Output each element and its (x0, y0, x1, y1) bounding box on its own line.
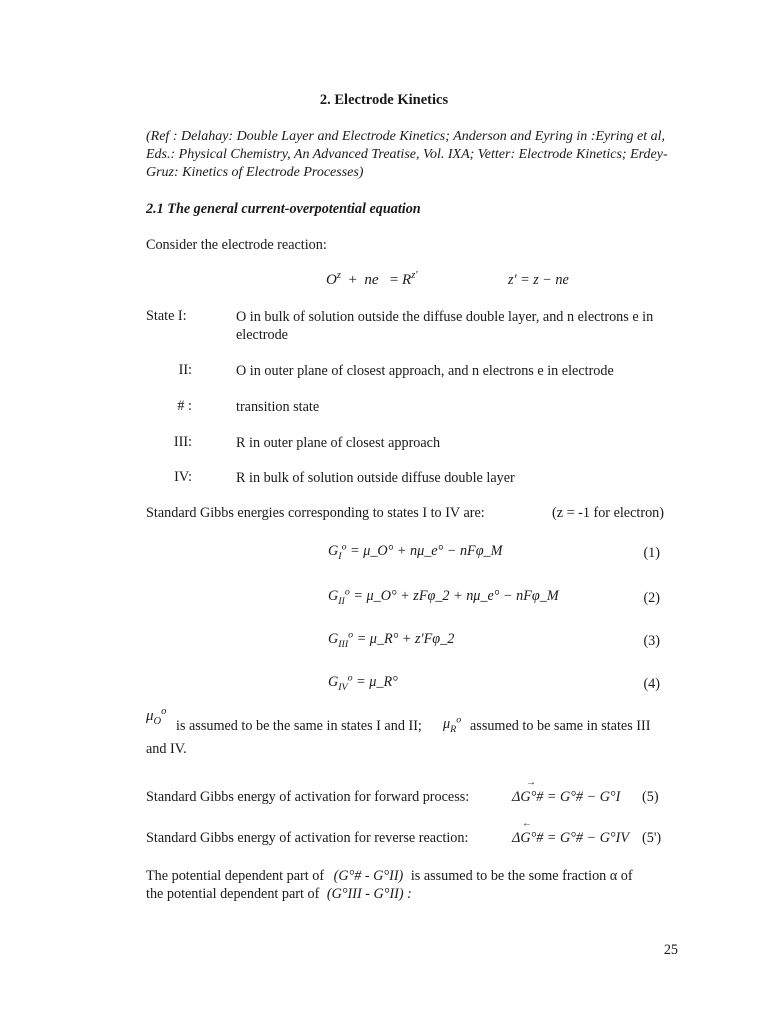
equation-3: $G_{III}^o$ = μ_R° + z'Fφ_2 (328, 629, 455, 650)
state-label-4: III: (173, 434, 192, 450)
right-arrow-icon: → (526, 777, 536, 788)
assumption-line-2: and IV. (146, 741, 187, 757)
reaction-red: $R^{z'}$ (402, 270, 418, 288)
state-label-3: # : (177, 398, 192, 414)
left-arrow-icon: ← (522, 818, 532, 829)
mu-o-symbol: $\mu_O^o$ (146, 706, 167, 727)
state-text-2: O in outer plane of closest approach, and n electrons e in electrode (236, 363, 614, 379)
equation-number-2: (2) (643, 590, 660, 606)
state-text-4: R in outer plane of closest approach (236, 435, 441, 451)
equation-1: $G_I^o$ = μ_O° + nμ_e° − nFφ_M (328, 541, 503, 562)
assumption-line-1: is assumed to be the same in states I and II; (176, 718, 422, 734)
reverse-label: Standard Gibbs energy of activation for reverse reaction: (146, 830, 469, 846)
gibbs-intro: Standard Gibbs energies corresponding to states I to IV are: (146, 505, 485, 521)
equation-4: $G_{IV}^o$ = μ_R° (328, 672, 398, 693)
forward-label: Standard Gibbs energy of activation for forward process: (146, 789, 470, 805)
reverse-arrow-term: ← ΔG°# = G°# − G°IV (512, 818, 629, 846)
equation-number-3: (3) (643, 633, 660, 649)
equation-2: $G_{II}^o$ = μ_O° + zFφ_2 + nμ_e° − nFφ_M (328, 586, 559, 607)
reaction-eq: = (389, 272, 399, 288)
equation-number-1: (1) (643, 545, 660, 561)
reference-note: (Ref : Delahay: Double Layer and Electrode Kinetics; Anderson and Eyring in :Eyring et al, Eds.: Physical Chemistry, An Advanced Treatise, Vol. IXA; Vetter: Electrode Kinetics; Erdey-Gruz: Kinetics of Electrode Processes) (146, 129, 668, 180)
reaction-equation (326, 272, 418, 289)
closing-line-2: the potential dependent part of (G°III - G°II) : (146, 886, 412, 902)
assumption-line-1b: assumed to be same in states III (470, 718, 651, 734)
intro-text: Consider the electrode reaction: (146, 237, 327, 253)
page-number: 25 (663, 942, 678, 958)
closing-line-1: The potential dependent part of (G°# - G°II) is assumed to be the some fraction α of (146, 868, 633, 884)
reaction-ne: ne (364, 272, 379, 288)
state-text-5: R in bulk of solution outside diffuse double layer (236, 470, 515, 486)
state-text-3: transition state (236, 399, 320, 415)
state-label-1: State I: (146, 308, 187, 324)
equation-number-4: (4) (643, 676, 660, 692)
electron-note: (z = -1 for electron) (552, 505, 664, 521)
reaction-plus: + (348, 272, 357, 288)
forward-equation (512, 777, 621, 806)
charge-relation: z' = z − ne (508, 272, 569, 288)
mu-r-symbol: $\mu_R^o$ (443, 714, 462, 735)
section-heading: 2.1 The general current-overpotential equation (146, 201, 421, 217)
forward-number: (5) (642, 789, 659, 805)
reverse-equation (512, 818, 629, 847)
state-text-1: O in bulk of solution outside the diffuse double layer, and n electrons e in electrode (236, 309, 654, 343)
state-label-2: II: (178, 362, 192, 378)
forward-arrow-term: → ΔG°# = G°# − G°I (512, 777, 621, 805)
page-title: 2. Electrode Kinetics (319, 92, 449, 108)
state-label-5: IV: (174, 469, 192, 485)
reaction-ox: $O^z$ (326, 270, 341, 288)
reverse-number: (5') (642, 830, 662, 846)
